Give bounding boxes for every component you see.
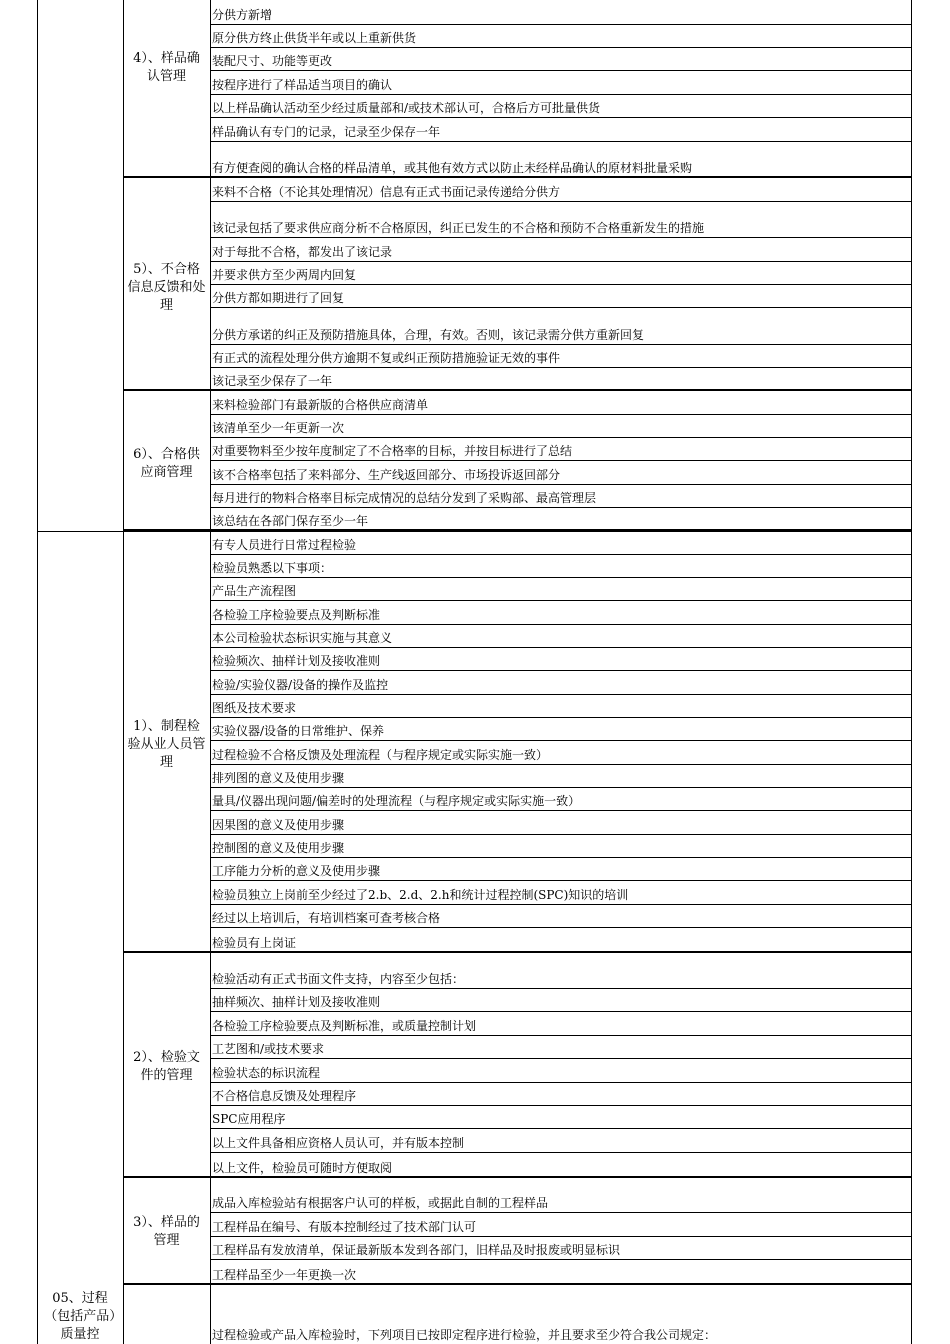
row-divider (210, 857, 912, 858)
checklist-item: 分供方新增 (212, 8, 273, 22)
checklist-item: 分供方承诺的纠正及预防措施具体，合理，有效。否则，该记录需分供方重新回复 (212, 328, 645, 342)
checklist-item: 工序能力分析的意义及使用步骤 (212, 864, 381, 878)
checklist-item: 工程样品在编号、有版本控制经过了技术部门认可 (212, 1220, 477, 1234)
row-divider (210, 344, 912, 345)
row-divider (210, 414, 912, 415)
checklist-item: 检验活动有正式书面文件支持，内容至少包括： (212, 972, 465, 986)
checklist-item: 抽样频次、抽样计划及接收准则 (212, 995, 381, 1009)
row-divider (210, 764, 912, 765)
row-divider (210, 880, 912, 881)
row-divider (210, 1236, 912, 1237)
checklist-item: 产品生产流程图 (212, 584, 297, 598)
checklist-item: 过程检验或产品入库检验时，下列项目已按即定程序进行检验，并且要求至少符合我公司规定： (212, 1328, 717, 1342)
section-divider (123, 529, 912, 531)
checklist-item: 该记录至少保存了一年 (212, 374, 333, 388)
row-divider (210, 94, 912, 95)
checklist-item: 该不合格率包括了来料部分、生产线返回部分、市场投诉返回部分 (212, 468, 561, 482)
row-divider (210, 1082, 912, 1083)
checklist-item: 有方便查阅的确认合格的样品清单，或其他有效方式以防止未经样品确认的原材料批量采购 (212, 161, 693, 175)
checklist-item: 经过以上培训后，有培训档案可查考核合格 (212, 911, 441, 925)
checklist-item: 有专人员进行日常过程检验 (212, 538, 357, 552)
checklist-item: 排列图的意义及使用步骤 (212, 771, 345, 785)
category-label: 05、过程（包括产品）质量控 (44, 1291, 116, 1342)
row-divider (210, 1058, 912, 1059)
row-divider (210, 670, 912, 671)
section-title: 6）、合格供应商管理 (133, 447, 200, 480)
checklist-item: 各检验工序检验要点及判断标准 (212, 608, 381, 622)
checklist-item: 各检验工序检验要点及判断标准，或质量控制计划 (212, 1019, 477, 1033)
checklist-item: 来料不合格（不论其处理情况）信息有正式书面记录传递给分供方 (212, 185, 561, 199)
checklist-item: 装配尺寸、功能等更改 (212, 54, 333, 68)
checklist-item: 检验频次、抽样计划及接收准则 (212, 654, 381, 668)
checklist-item: 工艺图和/或技术要求 (212, 1042, 325, 1056)
row-divider (210, 554, 912, 555)
checklist-item: 有正式的流程处理分供方逾期不复或纠正预防措施验证无效的事件 (212, 351, 561, 365)
section-divider (123, 389, 912, 391)
section-title: 3）、样品的管理 (133, 1215, 200, 1248)
row-divider (210, 1128, 912, 1129)
row-divider (210, 367, 912, 368)
row-divider (210, 600, 912, 601)
section-divider (123, 176, 912, 178)
grid-vline (123, 0, 124, 1344)
checklist-item: 过程检验不合格反馈及处理流程（与程序规定或实际实施一致） (212, 748, 549, 762)
row-divider (210, 834, 912, 835)
row-divider (210, 717, 912, 718)
checklist-item: 实验仪器/设备的日常维护、保养 (212, 724, 385, 738)
category-divider (37, 531, 912, 532)
checklist-item: 样品确认有专门的记录，记录至少保存一年 (212, 125, 441, 139)
row-divider (210, 484, 912, 485)
checklist-item: SPC应用程序 (212, 1112, 286, 1126)
checklist-item: 原分供方终止供货半年或以上重新供货 (212, 31, 417, 45)
row-divider (210, 577, 912, 578)
row-divider (210, 624, 912, 625)
checklist-item: 来料检验部门有最新版的合格供应商清单 (212, 398, 429, 412)
row-divider (210, 237, 912, 238)
row-divider (210, 24, 912, 25)
row-divider (210, 927, 912, 928)
row-divider (210, 201, 912, 202)
row-divider (210, 1105, 912, 1106)
checklist-item: 检验/实验仪器/设备的操作及监控 (212, 678, 389, 692)
row-divider (210, 70, 912, 71)
checklist-item: 成品入库检验站有根据客户认可的样板，或据此自制的工程样品 (212, 1196, 549, 1210)
row-divider (210, 740, 912, 741)
checklist-item: 检验状态的标识流程 (212, 1066, 321, 1080)
row-divider (210, 988, 912, 989)
row-divider (210, 141, 912, 142)
checklist-item: 分供方都如期进行了回复 (212, 291, 345, 305)
section-divider (123, 951, 912, 953)
grid-vline (37, 0, 38, 1344)
checklist-item: 控制图的意义及使用步骤 (212, 841, 345, 855)
row-divider (210, 787, 912, 788)
row-divider (210, 1259, 912, 1260)
checklist-item: 不合格信息反馈及处理程序 (212, 1089, 357, 1103)
checklist-item: 按程序进行了样品适当项目的确认 (212, 78, 393, 92)
row-divider (210, 284, 912, 285)
section-title: 2）、检验文件的管理 (133, 1050, 200, 1083)
section-title: 1）、制程检验从业人员管理 (127, 719, 206, 770)
row-divider (210, 647, 912, 648)
section-divider (123, 1176, 912, 1178)
row-divider (210, 117, 912, 118)
checklist-item: 因果图的意义及使用步骤 (212, 818, 345, 832)
section-title: 5）、不合格信息反馈和处理 (127, 262, 206, 313)
checklist-item: 以上文件，检验员可随时方便取阅 (212, 1161, 393, 1175)
section-title: 4）、样品确认管理 (133, 51, 200, 84)
section-divider (123, 1283, 912, 1285)
row-divider (210, 47, 912, 48)
checklist-item: 量具/仪器出现问题/偏差时的处理流程（与程序规定或实际实施一致） (212, 794, 581, 808)
checklist-item: 该记录包括了要求供应商分析不合格原因，纠正已发生的不合格和预防不合格重新发生的措施 (212, 221, 705, 235)
checklist-item: 该总结在各部门保存至少一年 (212, 514, 369, 528)
row-divider (210, 1212, 912, 1213)
row-divider (210, 694, 912, 695)
row-divider (210, 1011, 912, 1012)
checklist-item: 本公司检验状态标识实施与其意义 (212, 631, 393, 645)
row-divider (210, 261, 912, 262)
row-divider (210, 460, 912, 461)
checklist-item: 工程样品有发放清单，保证最新版本发到各部门，旧样品及时报废或明显标识 (212, 1243, 621, 1257)
checklist-item: 工程样品至少一年更换一次 (212, 1268, 357, 1282)
row-divider (210, 307, 912, 308)
checklist-item: 每月进行的物料合格率目标完成情况的总结分发到了采购部、最高管理层 (212, 491, 597, 505)
checklist-item: 对于每批不合格，都发出了该记录 (212, 245, 393, 259)
row-divider (210, 1152, 912, 1153)
checklist-item: 检验员独立上岗前至少经过了2.b、2.d、2.h和统计过程控制(SPC)知识的培训 (212, 888, 629, 902)
checklist-item: 检验员熟悉以下事项： (212, 561, 333, 575)
row-divider (210, 507, 912, 508)
row-divider (210, 810, 912, 811)
checklist-item: 检验员有上岗证 (212, 936, 297, 950)
row-divider (210, 437, 912, 438)
checklist-item: 以上样品确认活动至少经过质量部和/或技术部认可，合格后方可批量供货 (212, 101, 601, 115)
row-divider (210, 1035, 912, 1036)
row-divider (210, 904, 912, 905)
checklist-item: 图纸及技术要求 (212, 701, 297, 715)
checklist-item: 并要求供方至少两周内回复 (212, 268, 357, 282)
checklist-item: 以上文件具备相应资格人员认可，并有版本控制 (212, 1136, 465, 1150)
checklist-item: 该清单至少一年更新一次 (212, 421, 345, 435)
checklist-item: 对重要物料至少按年度制定了不合格率的目标，并按目标进行了总结 (212, 444, 573, 458)
